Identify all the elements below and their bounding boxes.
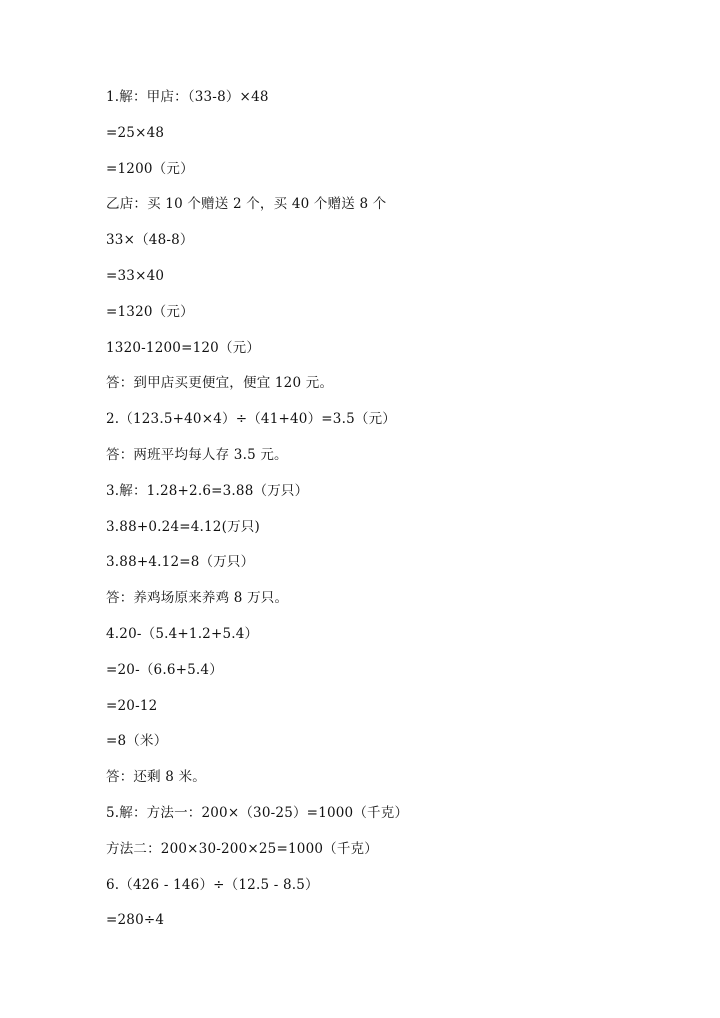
answer-line: 答：两班平均每人存 3.5 元。 bbox=[106, 446, 288, 463]
answer-line: 3.解：1.28+2.6=3.88（万只） bbox=[106, 482, 309, 499]
answer-line: =8（米） bbox=[106, 733, 168, 750]
answer-line: =1200（元） bbox=[106, 160, 194, 177]
answer-line: 6.（426 - 146）÷（12.5 - 8.5） bbox=[106, 876, 319, 893]
answer-line: 1320-1200=120（元） bbox=[106, 339, 261, 356]
answer-line: 33×（48-8） bbox=[106, 232, 194, 249]
answer-line: =25×48 bbox=[106, 124, 165, 141]
answer-line: =1320（元） bbox=[106, 303, 194, 320]
answer-line: 方法二：200×30-200×25=1000（千克） bbox=[106, 840, 378, 857]
answer-line: =33×40 bbox=[106, 267, 165, 284]
answer-line: 3.88+0.24=4.12(万只) bbox=[106, 518, 260, 535]
answer-line: 4.20-（5.4+1.2+5.4） bbox=[106, 625, 259, 642]
answer-line: 答：还剩 8 米。 bbox=[106, 769, 206, 786]
answer-line: 1.解：甲店：（33-8）×48 bbox=[106, 89, 269, 105]
answer-line: 答：到甲店买更便宜，便宜 120 元。 bbox=[106, 375, 334, 392]
answer-line: =280÷4 bbox=[106, 912, 165, 929]
answer-lines bbox=[106, 86, 666, 945]
answer-line: 答：养鸡场原来养鸡 8 万只。 bbox=[106, 590, 289, 607]
answer-line: 5.解：方法一：200×（30-25）=1000（千克） bbox=[106, 804, 409, 821]
answer-line: =20-12 bbox=[106, 697, 158, 714]
answer-line: 2.（123.5+40×4）÷（41+40）=3.5（元） bbox=[106, 411, 396, 428]
answer-line: 3.88+4.12=8（万只） bbox=[106, 554, 255, 571]
answer-line: 乙店：买 10 个赠送 2 个，买 40 个赠送 8 个 bbox=[106, 196, 387, 213]
answer-line: =20-（6.6+5.4） bbox=[106, 661, 223, 678]
